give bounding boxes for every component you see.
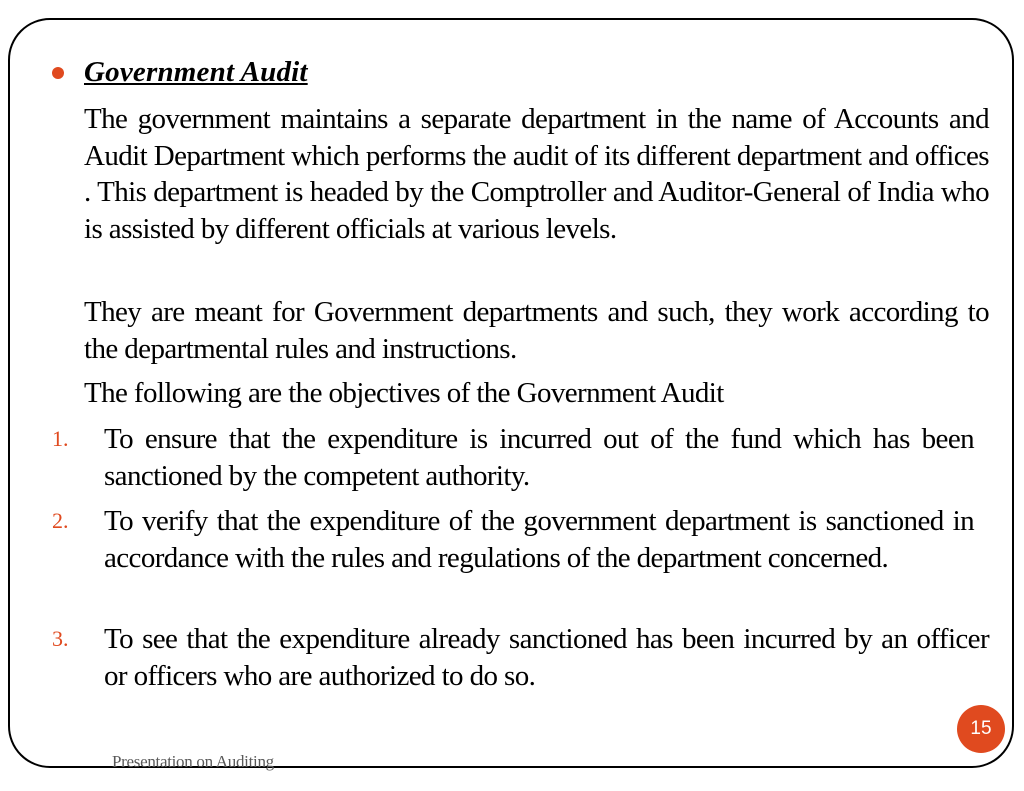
heading-row	[52, 56, 308, 89]
paragraph-objectives-intro: The following are the objectives of the Government Audit	[84, 377, 724, 409]
footer-text: Presentation on Auditing	[112, 752, 274, 771]
bullet-dot-icon	[52, 67, 64, 79]
slide-heading: Government Audit	[84, 56, 308, 88]
paragraph-department: The government maintains a separate department in the name of Accounts and Audit Department which performs the audit of its different department and offices . This department is headed by the Comptroller and Auditor-General of India who is assisted by different officials at various levels.	[84, 103, 989, 245]
objective-text: To verify that the expenditure of the government department is sanctioned in accordance with the rules and regulations of the department concerned.	[104, 505, 974, 574]
objective-number: 2.	[52, 508, 69, 533]
objective-number: 1.	[52, 426, 69, 451]
page-number-badge: 15	[957, 705, 1005, 753]
paragraph-purpose: They are meant for Government departments and such, they work according to the departmental rules and instructions.	[84, 296, 989, 365]
objective-text: To ensure that the expenditure is incurred out of the fund which has been sanctioned by the competent authority.	[104, 423, 974, 492]
objective-text: To see that the expenditure already sanctioned has been incurred by an officer or officers who are authorized to do so.	[104, 623, 989, 692]
objective-number: 3.	[52, 626, 69, 651]
